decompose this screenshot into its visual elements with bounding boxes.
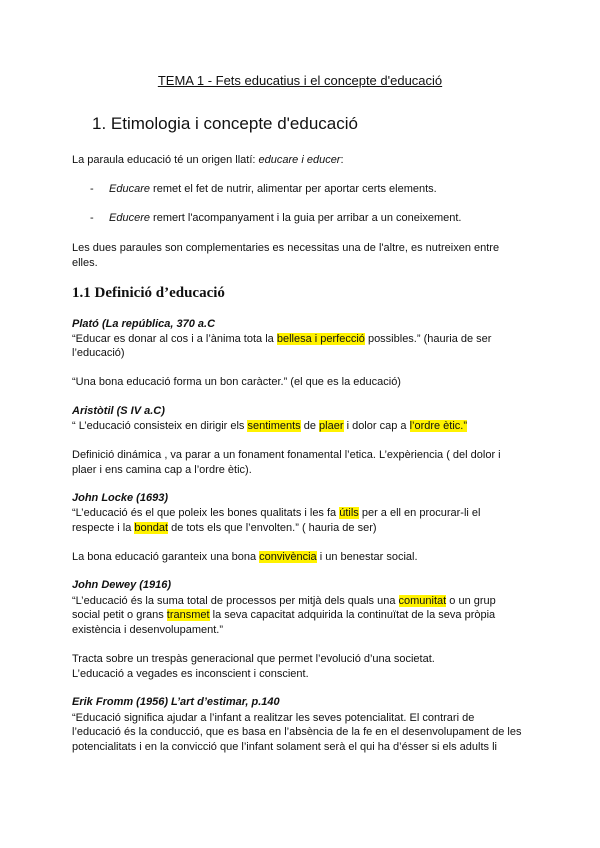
quote-line: “Educació significa ajudar a l’infant a realitzar les seves potencialitat. El contrari de xyxy=(72,712,475,724)
intro-colon: : xyxy=(340,154,344,166)
quote-text: per a ell en procurar-li el xyxy=(358,507,481,519)
quote-line: l’educació és la conducció, que es basa en l’absència de la fe en el desenvolupament de les xyxy=(72,726,522,738)
quote-text: “L’educació és el que poleix les bones qualitats i les fa xyxy=(72,507,340,519)
highlight: bellesa i perfecció xyxy=(276,333,365,345)
quote-text: la seva capacitat adquirida la continuïtat de la seva pròpia xyxy=(209,609,496,621)
author-aristotle: Aristòtil (S IV a.C) xyxy=(72,405,165,417)
quote-text: “ L’educació consisteix en dirigir els xyxy=(72,420,248,432)
intro-text: La paraula educació té un origen llatí: xyxy=(72,154,259,166)
highlight: transmet xyxy=(166,609,210,621)
quote-text: respecte i la xyxy=(72,522,135,534)
quote-text: “Educar es donar al cos i a l’ànima tota la xyxy=(72,333,277,345)
commentary-line xyxy=(72,550,418,565)
quote-line: l’educació) xyxy=(72,347,125,359)
subsection-heading: 1.1 Definició d’educació xyxy=(72,285,225,301)
quote-line xyxy=(72,608,495,623)
author-dewey: John Dewey (1916) xyxy=(72,579,172,591)
paragraph-line: elles. xyxy=(72,257,98,269)
highlight: sentiments xyxy=(247,420,301,432)
bullet-term: Educere xyxy=(109,212,150,224)
commentary-line: Definició dinámica , va parar a un fonament fonamental l’etica. L’expèriencia ( del dolor i xyxy=(72,449,501,461)
highlight: convivència xyxy=(259,551,317,563)
paragraph-line: Les dues paraules son complementaries es necessitas una de l'altre, es nutreixen entre xyxy=(72,242,500,254)
quote-line: “Una bona educació forma un bon caràcter.” (el que es la educació) xyxy=(72,376,401,388)
highlight: comunitat xyxy=(398,595,447,607)
quote-line xyxy=(72,521,377,536)
commentary-line: plaer i ens camina cap a l’ordre ètic). xyxy=(72,464,252,476)
quote-text: social petit o grans xyxy=(72,609,167,621)
commentary-text: i un benestar social. xyxy=(316,551,418,563)
bullet-marker: - xyxy=(90,212,94,224)
section-heading: 1. Etimologia i concepte d'educació xyxy=(92,114,358,133)
bullet-item-educare xyxy=(109,182,437,197)
author-plato: Plató (La república, 370 a.C xyxy=(72,318,216,330)
quote-text: “L’educació és la suma total de processos per mitjà dels quals una xyxy=(72,595,399,607)
commentary-line: L’educació a vegades es inconscient i conscient. xyxy=(72,668,309,680)
quote-text: i dolor cap a xyxy=(343,420,410,432)
bullet-text: remet el fet de nutrir, alimentar per aportar certs elements. xyxy=(149,183,437,195)
quote-line xyxy=(72,419,467,434)
intro-line xyxy=(72,153,344,168)
quote-line xyxy=(72,332,491,347)
quote-text: possibles.” (hauria de ser xyxy=(364,333,492,345)
bullet-text: remert l'acompanyament i la guia per arribar a un coneixement. xyxy=(149,212,462,224)
bullet-term: Educare xyxy=(109,183,150,195)
bullet-marker: - xyxy=(90,183,94,195)
document-title: TEMA 1 - Fets educatius i el concepte d'educació xyxy=(157,73,443,88)
quote-line xyxy=(72,594,496,609)
quote-text: de xyxy=(300,420,320,432)
quote-text: o un grup xyxy=(446,595,496,607)
author-fromm: Erik Fromm (1956) L’art d’estimar, p.140 xyxy=(72,696,280,708)
commentary-text: La bona educació garanteix una bona xyxy=(72,551,260,563)
quote-text: de tots els que l’envolten.” ( hauria de ser) xyxy=(168,522,377,534)
commentary-line: Tracta sobre un trespàs generacional que permet l’evolució d’una societat. xyxy=(72,653,435,665)
author-locke: John Locke (1693) xyxy=(72,492,168,504)
highlight: l’ordre ètic.” xyxy=(409,420,468,432)
highlight: bondat xyxy=(134,522,169,534)
highlight: plaer xyxy=(319,420,344,432)
quote-line: potencialitats i en la convicció que l’infant solament serà el qui ha d’ésser si els adults li xyxy=(72,741,497,753)
quote-line: existència i desenvolupament.” xyxy=(72,624,224,636)
bullet-item-educere xyxy=(109,211,461,226)
highlight: útils xyxy=(339,507,359,519)
quote-line xyxy=(72,506,480,521)
intro-emphasis: educare i educer xyxy=(258,154,341,166)
